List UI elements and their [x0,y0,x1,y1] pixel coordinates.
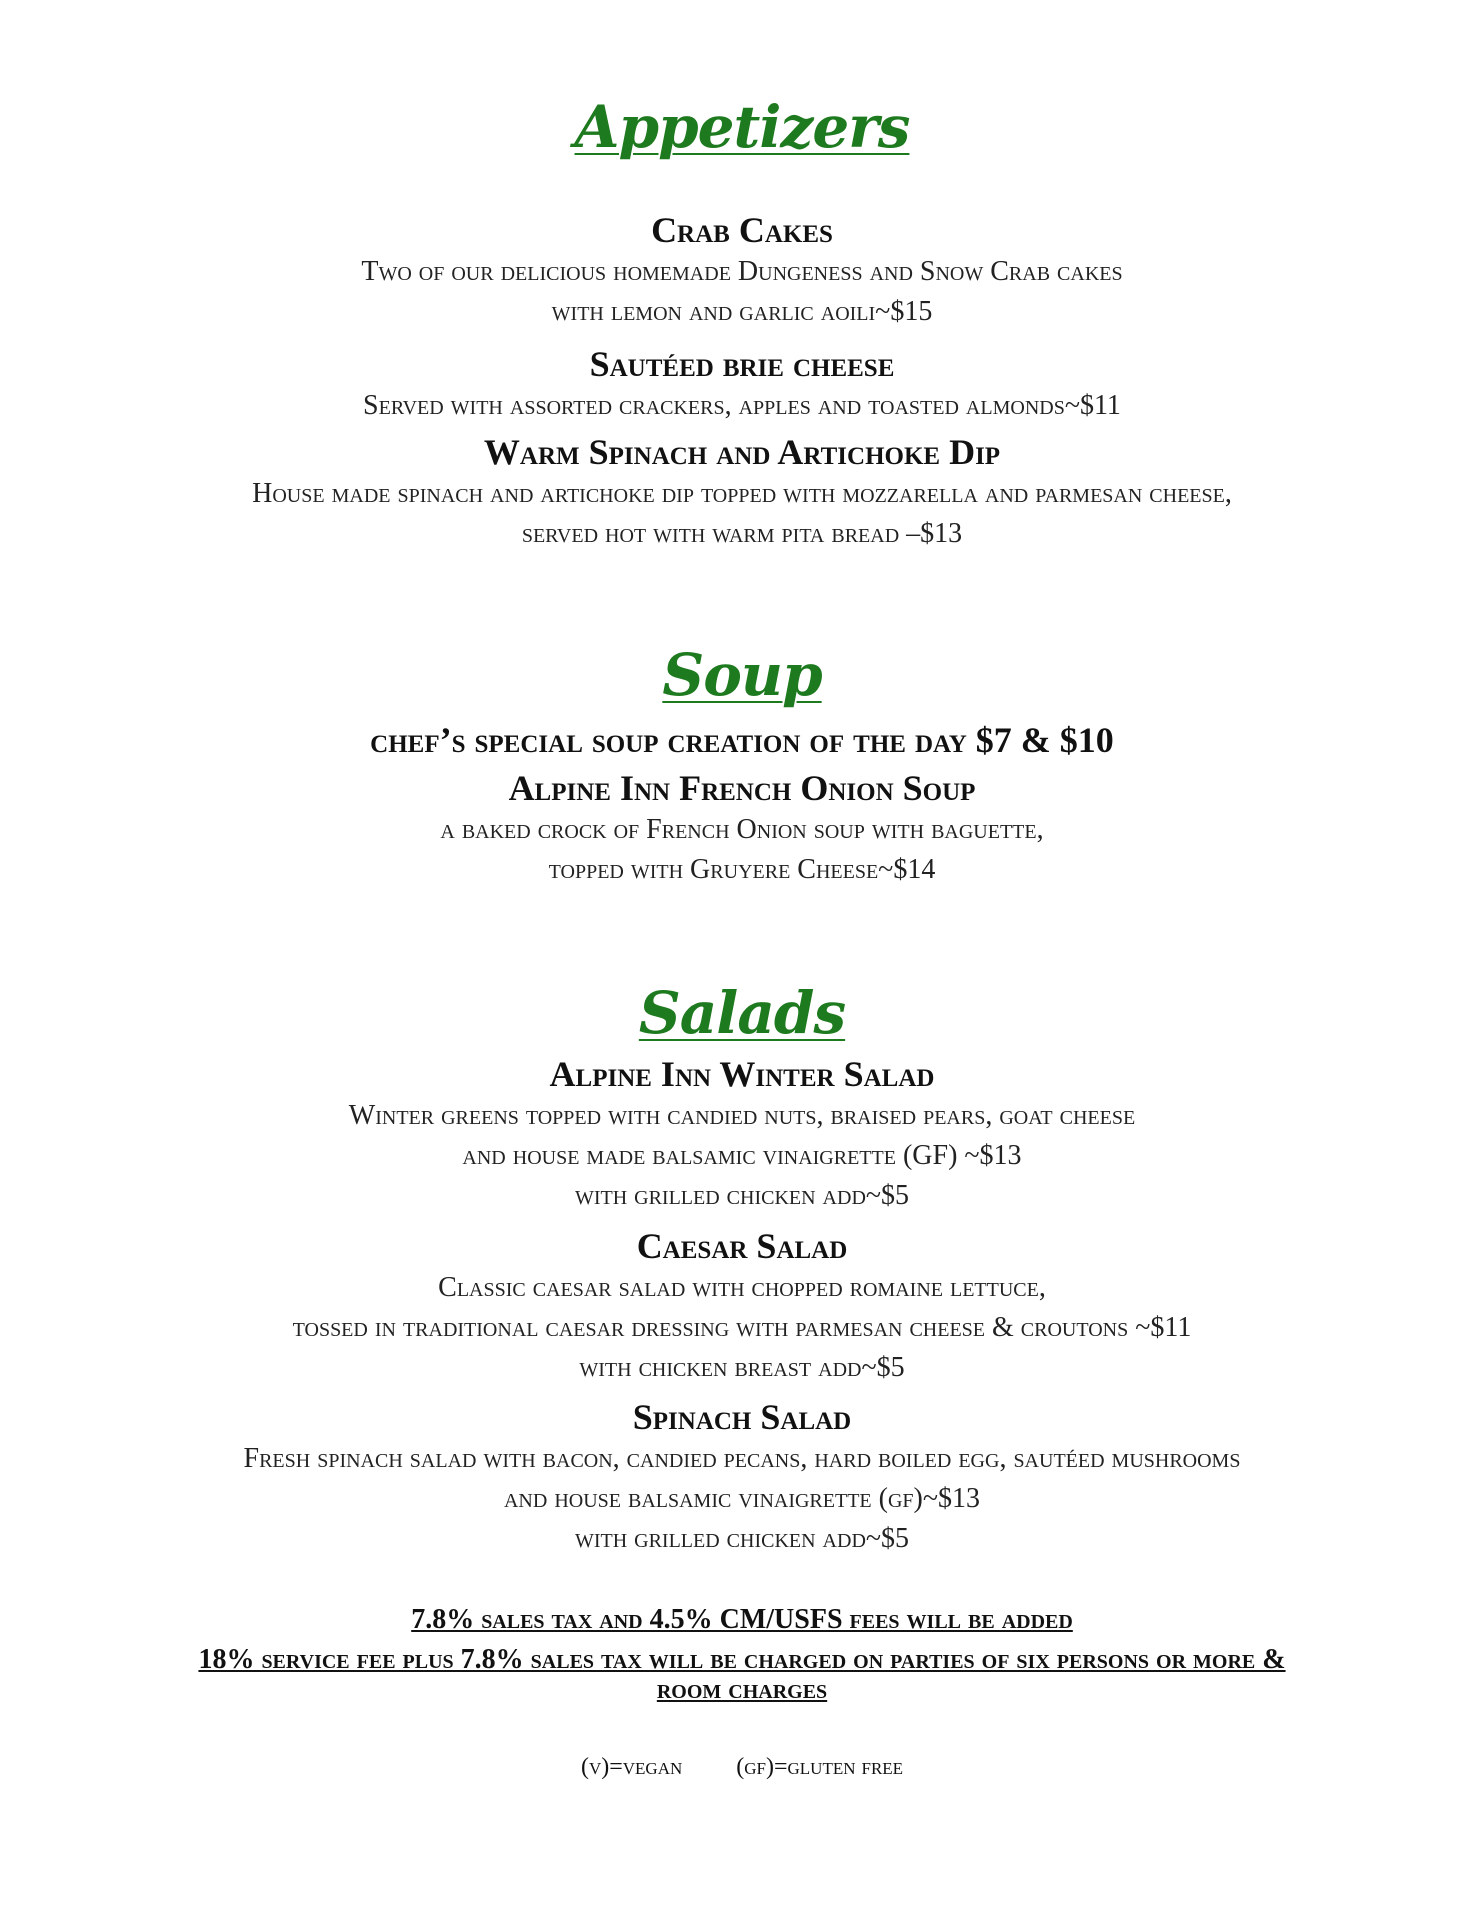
item-desc-line: with lemon and garlic aoili~$15 [551,296,933,327]
item-desc-line: with chicken breast add~$5 [579,1352,905,1383]
fees-notice [0,1605,1484,1705]
item-desc-line: served hot with warm pita bread –$13 [521,518,963,549]
item-name: Sautéed brie cheese [589,344,895,384]
item-desc-line: and house made balsamic vinaigrette (GF) ~$13 [462,1140,1022,1171]
appetizers-section [0,92,1484,162]
menu-item-spinach-salad [0,1395,1484,1559]
menu-item-sauteed-brie [0,342,1484,426]
fees-line: room charges [656,1674,828,1705]
menu-item-french-onion [0,766,1484,890]
section-title-appetizers: Appetizers [574,93,910,161]
legend-gluten-free: (gf)=gluten free [736,1754,904,1780]
item-desc-line: with grilled chicken add~$5 [574,1523,910,1554]
item-name: Crab Cakes [651,210,833,250]
item-desc-line: a baked crock of French Onion soup with baguette, [440,814,1044,845]
menu-item-soup-of-day [0,718,1484,762]
item-name: Warm Spinach and Artichoke Dip [483,432,1001,472]
menu-item-winter-salad [0,1052,1484,1216]
salads-section [0,978,1484,1048]
item-desc-line: Classic caesar salad with chopped romaine lettuce, [438,1272,1046,1303]
item-desc-line: House made spinach and artichoke dip topped with mozzarella and parmesan cheese, [252,478,1232,509]
section-title-salads: Salads [638,979,846,1047]
soup-section [0,640,1484,710]
section-title-soup: Soup [662,641,822,709]
dietary-legend [0,1752,1484,1782]
item-desc-line: topped with Gruyere Cheese~$14 [548,854,936,885]
item-desc-line: and house balsamic vinaigrette (gf)~$13 [503,1483,980,1514]
item-name: Caesar Salad [636,1226,848,1266]
item-name: Alpine Inn Winter Salad [549,1054,935,1094]
item-desc-line: Served with assorted crackers, apples and toasted almonds~$11 [363,390,1121,421]
item-name: chef’s special soup creation of the day $7 & $10 [370,720,1114,760]
item-desc-line: Two of our delicious homemade Dungeness and Snow Crab cakes [361,256,1123,287]
item-desc-line: Fresh spinach salad with bacon, candied pecans, hard boiled egg, sautéed mushrooms [243,1443,1241,1474]
fees-line: 18% service fee plus 7.8% sales tax will be charged on parties of six persons or more & [198,1644,1286,1675]
menu-item-spinach-dip [0,430,1484,554]
menu-item-crab-cakes [0,208,1484,332]
item-desc-line: Winter greens topped with candied nuts, braised pears, goat cheese [348,1100,1136,1131]
menu-item-caesar-salad [0,1224,1484,1388]
item-desc-line: tossed in traditional caesar dressing with parmesan cheese & croutons ~$11 [292,1312,1192,1343]
item-name: Alpine Inn French Onion Soup [508,768,976,808]
item-name: Spinach Salad [632,1397,852,1437]
item-desc-line: with grilled chicken add~$5 [574,1180,910,1211]
fees-line: 7.8% sales tax and 4.5% CM/USFS fees will be added [411,1604,1073,1635]
legend-vegan: (v)=vegan [580,1754,683,1780]
